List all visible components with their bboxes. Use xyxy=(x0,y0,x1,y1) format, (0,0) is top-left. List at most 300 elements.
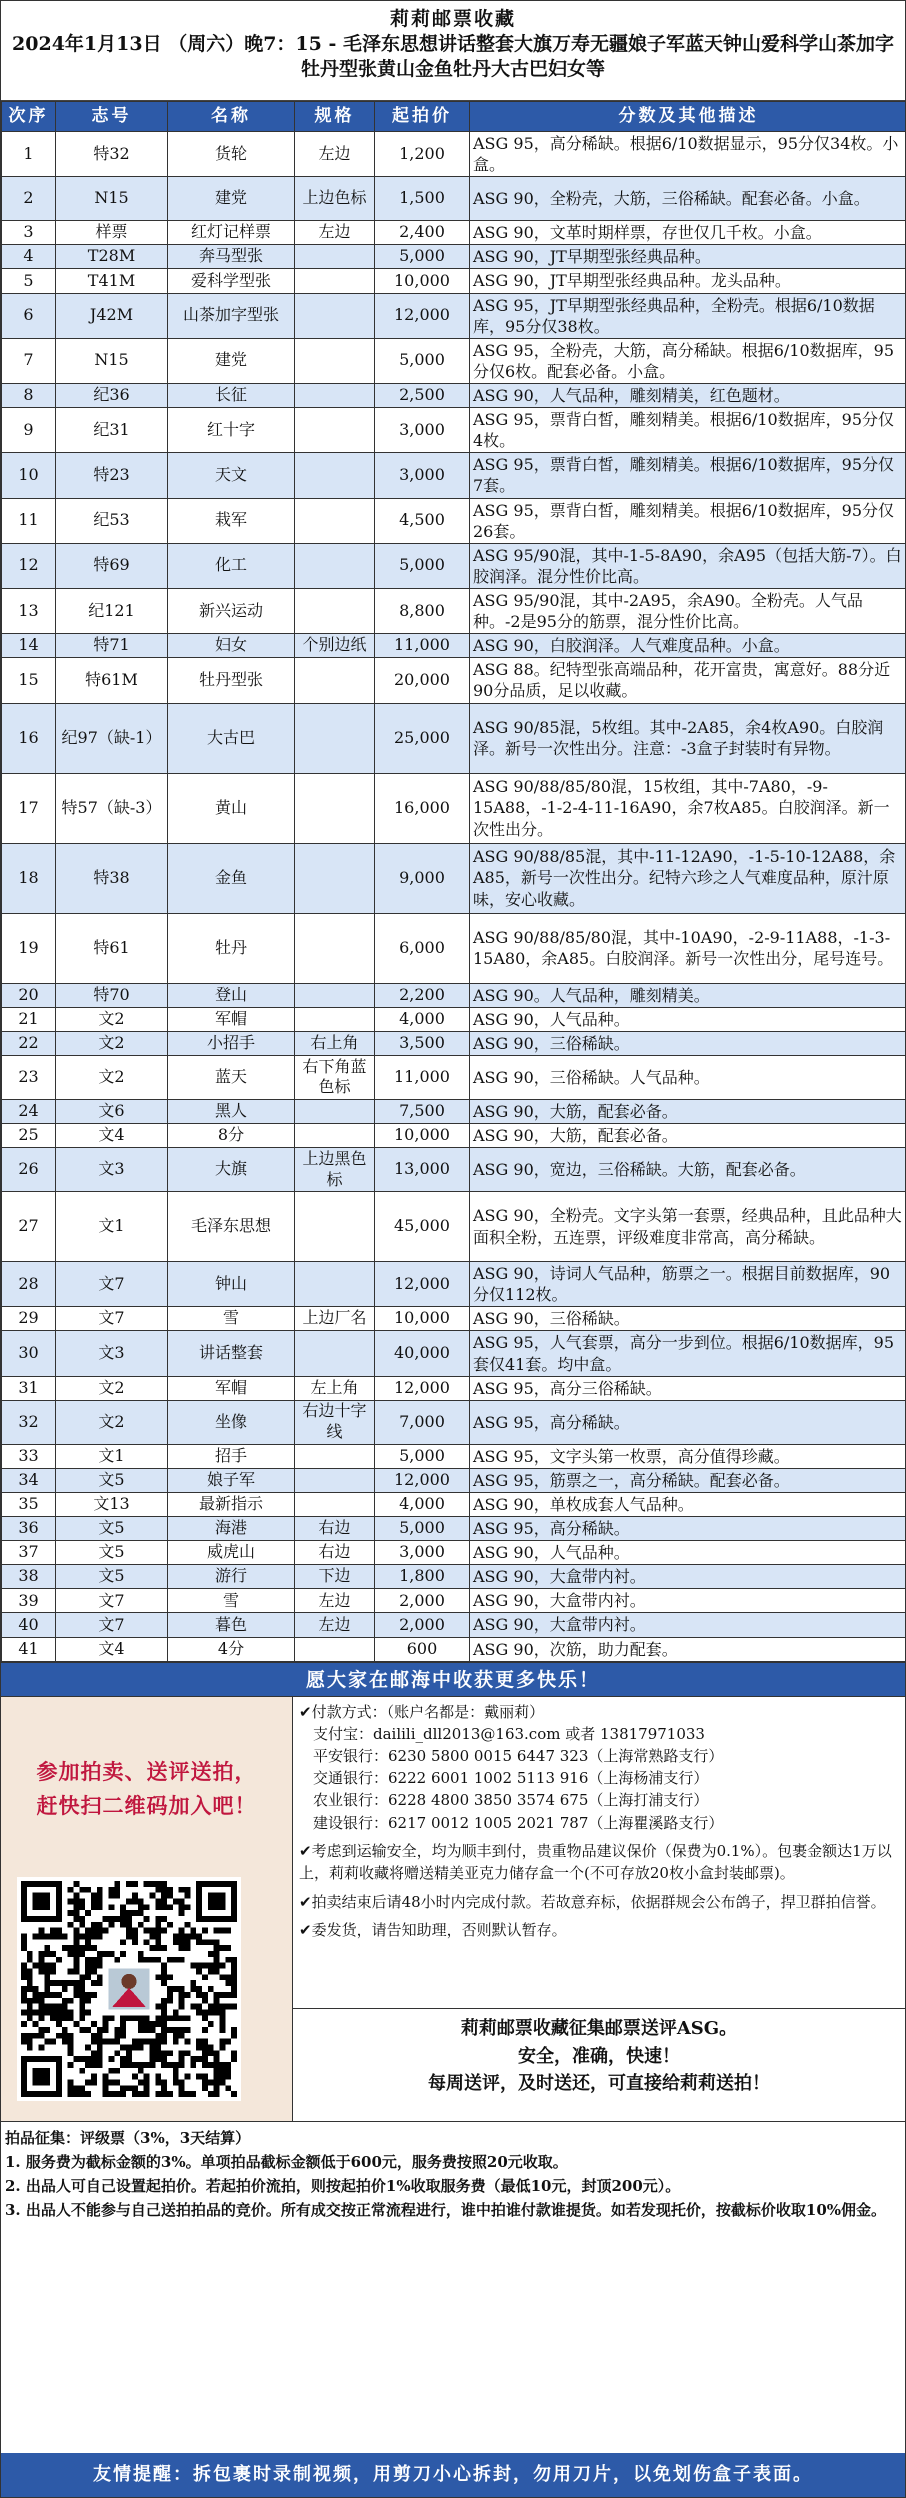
row-price: 11,000 xyxy=(375,1055,470,1099)
row-price: 40,000 xyxy=(375,1331,470,1376)
row-code: 文5 xyxy=(56,1517,168,1541)
row-no: 26 xyxy=(2,1148,56,1192)
table-row xyxy=(2,177,906,221)
row-spec: 右下角蓝色标 xyxy=(295,1055,375,1099)
row-no: 16 xyxy=(2,703,56,773)
row-spec xyxy=(295,383,375,407)
row-no: 29 xyxy=(2,1307,56,1331)
tagline-line: 安全，准确，快速！ xyxy=(518,2045,680,2067)
poster-header xyxy=(1,1,905,101)
table-row xyxy=(2,132,906,177)
row-desc: ASG 95，高分稀缺。根据6/10数据显示，95分仅34枚。小盒。 xyxy=(470,132,906,177)
row-no: 3 xyxy=(2,221,56,245)
row-spec xyxy=(295,1123,375,1147)
row-desc: ASG 95，筋票之一，高分稀缺。配套必备。 xyxy=(470,1468,906,1492)
row-desc: ASG 95，高分三俗稀缺。 xyxy=(470,1376,906,1400)
row-price: 1,800 xyxy=(375,1565,470,1589)
row-desc: ASG 95，票背白皙，雕刻精美。根据6/10数据库，95分仅4枚。 xyxy=(470,408,906,453)
row-code: 特71 xyxy=(56,634,168,658)
row-price: 10,000 xyxy=(375,1307,470,1331)
row-spec: 左上角 xyxy=(295,1376,375,1400)
info-section xyxy=(1,1696,905,2121)
row-no: 25 xyxy=(2,1123,56,1147)
row-no: 41 xyxy=(2,1637,56,1661)
table-row xyxy=(2,1517,906,1541)
table-row xyxy=(2,1637,906,1661)
row-price: 1,200 xyxy=(375,132,470,177)
qr-code-image[interactable] xyxy=(17,1877,241,2101)
row-code: 特70 xyxy=(56,983,168,1007)
consignment-rules xyxy=(1,2121,905,2286)
row-name: 讲话整套 xyxy=(168,1331,295,1376)
row-price: 2,000 xyxy=(375,1589,470,1613)
table-row xyxy=(2,1613,906,1637)
row-desc: ASG 90/88/85/80混，15枚组，其中-7A80，-9-15A88，-1-2-4-11-16A90，余7枚A85。白胶润泽。新一次性出分。 xyxy=(470,773,906,843)
table-row xyxy=(2,1589,906,1613)
row-code: 文5 xyxy=(56,1541,168,1565)
row-spec xyxy=(295,658,375,703)
row-name: 8分 xyxy=(168,1123,295,1147)
col-header-no: 次序 xyxy=(2,102,56,132)
table-row xyxy=(2,498,906,543)
row-price: 5,000 xyxy=(375,1444,470,1468)
row-spec xyxy=(295,913,375,983)
promo-line: 参加拍卖、送评送拍， xyxy=(36,1758,257,1784)
row-desc: ASG 90，JT早期型张经典品种。龙头品种。 xyxy=(470,269,906,293)
row-code: 特61 xyxy=(56,913,168,983)
table-row xyxy=(2,383,906,407)
row-price: 5,000 xyxy=(375,1517,470,1541)
row-spec: 左边 xyxy=(295,1613,375,1637)
row-code: 文1 xyxy=(56,1192,168,1262)
row-name: 雪 xyxy=(168,1589,295,1613)
row-name: 红十字 xyxy=(168,408,295,453)
row-price: 5,000 xyxy=(375,245,470,269)
row-no: 20 xyxy=(2,983,56,1007)
row-desc: ASG 90/88/85/80混，其中-10A90，-2-9-11A88，-1-3-15A80，余A85。白胶润泽。新号一次性出分，尾号连号。 xyxy=(470,913,906,983)
row-price: 11,000 xyxy=(375,634,470,658)
row-name: 黄山 xyxy=(168,773,295,843)
table-row xyxy=(2,913,906,983)
row-code: 文2 xyxy=(56,1400,168,1444)
table-row xyxy=(2,1099,906,1123)
row-code: 文13 xyxy=(56,1492,168,1516)
rules-title: 拍品征集：评级票（3%，3天结算） xyxy=(5,2128,251,2147)
row-name: 天文 xyxy=(168,453,295,498)
row-no: 2 xyxy=(2,177,56,221)
row-spec xyxy=(295,1444,375,1468)
table-header-row xyxy=(2,102,906,132)
row-price: 12,000 xyxy=(375,1376,470,1400)
row-spec xyxy=(295,1331,375,1376)
row-price: 3,000 xyxy=(375,453,470,498)
page-title: 莉莉邮票收藏 xyxy=(389,8,516,30)
row-price: 5,000 xyxy=(375,543,470,588)
row-price: 10,000 xyxy=(375,269,470,293)
row-name: 红灯记样票 xyxy=(168,221,295,245)
row-desc: ASG 90，诗词人气品种，筋票之一。根据目前数据库，90分仅112枚。 xyxy=(470,1262,906,1307)
col-header-price: 起拍价 xyxy=(375,102,470,132)
row-desc: ASG 90，大筋，配套必备。 xyxy=(470,1123,906,1147)
row-spec xyxy=(295,498,375,543)
row-price: 20,000 xyxy=(375,658,470,703)
row-name: 建党 xyxy=(168,338,295,383)
row-no: 8 xyxy=(2,383,56,407)
row-code: T41M xyxy=(56,269,168,293)
row-name: 4分 xyxy=(168,1637,295,1661)
row-code: 文3 xyxy=(56,1331,168,1376)
row-name: 化工 xyxy=(168,543,295,588)
table-row xyxy=(2,543,906,588)
row-price: 600 xyxy=(375,1637,470,1661)
row-no: 11 xyxy=(2,498,56,543)
rule-item: 2. 出品人可自己设置起拍价。若起拍价流拍，则按起拍价1%收取服务费（最低10元，封顶200元）。 xyxy=(5,2176,681,2195)
row-name: 小招手 xyxy=(168,1031,295,1055)
table-row xyxy=(2,1148,906,1192)
row-no: 5 xyxy=(2,269,56,293)
row-name: 山茶加字型张 xyxy=(168,293,295,338)
row-code: 文3 xyxy=(56,1148,168,1192)
row-price: 45,000 xyxy=(375,1192,470,1262)
row-price: 16,000 xyxy=(375,773,470,843)
row-spec xyxy=(295,773,375,843)
bank-account: 农业银行：6228 4800 3850 3574 675（上海打浦支行） xyxy=(313,1791,709,1810)
promo-line: 赶快扫二维码加入吧！ xyxy=(36,1793,257,1819)
row-name: 暮色 xyxy=(168,1613,295,1637)
tagline-line: 每周送评，及时送还，可直接给莉莉送拍！ xyxy=(428,2073,770,2095)
row-desc: ASG 88。纪特型张高端品种，花开富贵，寓意好。88分近90分品质，足以收藏。 xyxy=(470,658,906,703)
row-price: 10,000 xyxy=(375,1123,470,1147)
row-spec: 上边厂名 xyxy=(295,1307,375,1331)
row-spec xyxy=(295,1192,375,1262)
row-code: N15 xyxy=(56,338,168,383)
table-row xyxy=(2,1007,906,1031)
table-row xyxy=(2,588,906,633)
row-code: 文5 xyxy=(56,1565,168,1589)
row-no: 17 xyxy=(2,773,56,843)
row-name: 钟山 xyxy=(168,1262,295,1307)
row-name: 栽军 xyxy=(168,498,295,543)
row-no: 21 xyxy=(2,1007,56,1031)
row-desc: ASG 95/90混，其中-1-5-8A90，余A95（包括大筋-7）。白胶润泽。混分性价比高。 xyxy=(470,543,906,588)
row-no: 15 xyxy=(2,658,56,703)
row-spec xyxy=(295,1492,375,1516)
row-name: 最新指示 xyxy=(168,1492,295,1516)
payment-info xyxy=(293,1697,905,2009)
row-desc: ASG 90，宽边，三俗稀缺。大筋，配套必备。 xyxy=(470,1148,906,1192)
row-desc: ASG 90，文革时期样票，存世仅几千枚。小盒。 xyxy=(470,221,906,245)
table-row xyxy=(2,293,906,338)
row-code: 文2 xyxy=(56,1376,168,1400)
row-spec xyxy=(295,1007,375,1031)
row-desc: ASG 95，人气套票，高分一步到位。根据6/10数据库，95套仅41套。均中盒。 xyxy=(470,1331,906,1376)
table-row xyxy=(2,1541,906,1565)
row-name: 奔马型张 xyxy=(168,245,295,269)
table-row xyxy=(2,1055,906,1099)
row-code: 纪97（缺-1） xyxy=(56,703,168,773)
table-row xyxy=(2,1262,906,1307)
row-code: 文4 xyxy=(56,1123,168,1147)
row-no: 40 xyxy=(2,1613,56,1637)
row-desc: ASG 90，大筋，配套必备。 xyxy=(470,1099,906,1123)
row-no: 7 xyxy=(2,338,56,383)
row-price: 2,000 xyxy=(375,1613,470,1637)
row-name: 建党 xyxy=(168,177,295,221)
row-no: 9 xyxy=(2,408,56,453)
delivery-note: ✔委发货，请告知助理，否则默认暂存。 xyxy=(299,1921,567,1940)
row-spec: 左边 xyxy=(295,221,375,245)
tagline-line: 莉莉邮票收藏征集邮票送评ASG。 xyxy=(460,2017,738,2039)
row-spec xyxy=(295,1262,375,1307)
bank-account: 平安银行：6230 5800 0015 6447 323（上海常熟路支行） xyxy=(313,1747,724,1766)
table-row xyxy=(2,703,906,773)
row-price: 12,000 xyxy=(375,293,470,338)
row-desc: ASG 95，JT早期型张经典品种，全粉壳。根据6/10数据库，95分仅38枚。 xyxy=(470,293,906,338)
row-desc: ASG 90，次筋，助力配套。 xyxy=(470,1637,906,1661)
row-no: 12 xyxy=(2,543,56,588)
row-name: 金鱼 xyxy=(168,843,295,913)
table-row xyxy=(2,1376,906,1400)
row-desc: ASG 90，人气品种，雕刻精美，红色题材。 xyxy=(470,383,906,407)
row-code: 特61M xyxy=(56,658,168,703)
rule-item: 1. 服务费为截标金额的3%。单项拍品截标金额低于600元，服务费按照20元收取。 xyxy=(5,2152,568,2171)
row-price: 4,000 xyxy=(375,1492,470,1516)
payment-deadline-note: ✔拍卖结束后请48小时内完成付款。若故意弃标，依据群规会公布鸽子，捍卫群拍信誉。 xyxy=(299,1892,886,1911)
row-name: 蓝天 xyxy=(168,1055,295,1099)
row-desc: ASG 90。人气品种，雕刻精美。 xyxy=(470,983,906,1007)
row-desc: ASG 90，白胶润泽。人气难度品种。小盒。 xyxy=(470,634,906,658)
table-row xyxy=(2,1492,906,1516)
promo-text xyxy=(1,1697,292,1824)
row-no: 36 xyxy=(2,1517,56,1541)
table-row xyxy=(2,453,906,498)
row-name: 黑人 xyxy=(168,1099,295,1123)
row-code: 特23 xyxy=(56,453,168,498)
row-spec xyxy=(295,408,375,453)
row-desc: ASG 90，全粉壳。文字头第一套票，经典品种，且此品种大面积全粉，五连票，评级难度非常高，高分稀缺。 xyxy=(470,1192,906,1262)
table-row xyxy=(2,408,906,453)
row-no: 4 xyxy=(2,245,56,269)
row-desc: ASG 90，三俗稀缺。 xyxy=(470,1307,906,1331)
col-header-spec: 规格 xyxy=(295,102,375,132)
row-desc: ASG 90/88/85混，其中-11-12A90，-1-5-10-12A88，余A85，新号一次性出分。纪特六珍之人气难度品种，原汁原味，安心收藏。 xyxy=(470,843,906,913)
shipping-note: ✔考虑到运输安全，均为顺丰到付，贵重物品建议保价（保费为0.1%）。包裹金额达1万以上，莉莉收藏将赠送精美亚克力储存盒一个(不可存放20枚小盒封装邮票)。 xyxy=(299,1841,892,1883)
row-price: 12,000 xyxy=(375,1262,470,1307)
row-no: 38 xyxy=(2,1565,56,1589)
row-price: 1,500 xyxy=(375,177,470,221)
footer-reminder: 友情提醒：拆包裹时录制视频，用剪刀小心拆封，勿用刀片，以免划伤盒子表面。 xyxy=(1,2453,905,2497)
row-name: 大古巴 xyxy=(168,703,295,773)
row-no: 30 xyxy=(2,1331,56,1376)
row-price: 2,400 xyxy=(375,221,470,245)
row-no: 6 xyxy=(2,293,56,338)
row-code: 文2 xyxy=(56,1055,168,1099)
row-name: 登山 xyxy=(168,983,295,1007)
page-subtitle: 2024年1月13日 （周六）晚7：15 - 毛泽东思想讲话整套大旗万寿无疆娘子军蓝天钟山爱科学山茶加字牡丹型张黄山金鱼牡丹大古巴妇女等 xyxy=(12,32,894,81)
row-name: 雪 xyxy=(168,1307,295,1331)
row-desc: ASG 90，大盒带内衬。 xyxy=(470,1613,906,1637)
payment-panel xyxy=(293,1697,905,2121)
table-row xyxy=(2,1400,906,1444)
row-code: 特57（缺-3） xyxy=(56,773,168,843)
alipay-account: 支付宝：dailili_dll2013@163.com 或者 13817971033 xyxy=(313,1724,705,1743)
row-spec xyxy=(295,588,375,633)
row-no: 24 xyxy=(2,1099,56,1123)
row-name: 货轮 xyxy=(168,132,295,177)
row-code: 文7 xyxy=(56,1307,168,1331)
row-desc: ASG 90，人气品种。 xyxy=(470,1541,906,1565)
row-price: 2,500 xyxy=(375,383,470,407)
row-no: 37 xyxy=(2,1541,56,1565)
row-spec: 个别边纸 xyxy=(295,634,375,658)
row-code: 文2 xyxy=(56,1031,168,1055)
row-spec: 右边 xyxy=(295,1517,375,1541)
congrats-banner: 愿大家在邮海中收获更多快乐！ xyxy=(1,1662,905,1696)
row-code: J42M xyxy=(56,293,168,338)
row-code: 文7 xyxy=(56,1613,168,1637)
row-price: 3,000 xyxy=(375,408,470,453)
row-code: 特69 xyxy=(56,543,168,588)
row-name: 妇女 xyxy=(168,634,295,658)
row-spec xyxy=(295,245,375,269)
row-spec: 左边 xyxy=(295,132,375,177)
row-price: 3,500 xyxy=(375,1031,470,1055)
row-spec xyxy=(295,293,375,338)
row-price: 5,000 xyxy=(375,338,470,383)
row-code: 纪53 xyxy=(56,498,168,543)
row-no: 22 xyxy=(2,1031,56,1055)
lot-table xyxy=(1,101,906,1662)
row-price: 2,200 xyxy=(375,983,470,1007)
row-code: 纪36 xyxy=(56,383,168,407)
table-row xyxy=(2,1444,906,1468)
row-code: 纪121 xyxy=(56,588,168,633)
col-header-name: 名称 xyxy=(168,102,295,132)
promo-panel xyxy=(1,1697,293,2121)
row-price: 7,000 xyxy=(375,1400,470,1444)
row-name: 招手 xyxy=(168,1444,295,1468)
row-price: 3,000 xyxy=(375,1541,470,1565)
row-code: 文1 xyxy=(56,1444,168,1468)
row-desc: ASG 95，高分稀缺。 xyxy=(470,1517,906,1541)
row-spec xyxy=(295,703,375,773)
row-code: 文7 xyxy=(56,1589,168,1613)
col-header-code: 志号 xyxy=(56,102,168,132)
row-no: 33 xyxy=(2,1444,56,1468)
row-name: 大旗 xyxy=(168,1148,295,1192)
row-no: 28 xyxy=(2,1262,56,1307)
row-desc: ASG 90，JT早期型张经典品种。 xyxy=(470,245,906,269)
row-spec: 下边 xyxy=(295,1565,375,1589)
table-row xyxy=(2,634,906,658)
row-desc: ASG 90，单枚成套人气品种。 xyxy=(470,1492,906,1516)
table-row xyxy=(2,773,906,843)
table-row xyxy=(2,338,906,383)
row-desc: ASG 95，高分稀缺。 xyxy=(470,1400,906,1444)
row-name: 游行 xyxy=(168,1565,295,1589)
row-spec xyxy=(295,1099,375,1123)
row-desc: ASG 90，大盒带内衬。 xyxy=(470,1589,906,1613)
row-code: N15 xyxy=(56,177,168,221)
row-desc: ASG 95，全粉壳，大筋，高分稀缺。根据6/10数据库，95分仅6枚。配套必备。小盒。 xyxy=(470,338,906,383)
row-no: 13 xyxy=(2,588,56,633)
row-no: 14 xyxy=(2,634,56,658)
row-no: 23 xyxy=(2,1055,56,1099)
row-name: 爱科学型张 xyxy=(168,269,295,293)
row-spec xyxy=(295,843,375,913)
table-row xyxy=(2,1123,906,1147)
row-no: 1 xyxy=(2,132,56,177)
row-desc: ASG 90，三俗稀缺。人气品种。 xyxy=(470,1055,906,1099)
row-desc: ASG 95，票背白皙，雕刻精美。根据6/10数据库，95分仅26套。 xyxy=(470,498,906,543)
row-no: 18 xyxy=(2,843,56,913)
row-no: 19 xyxy=(2,913,56,983)
table-row xyxy=(2,983,906,1007)
row-code: 文4 xyxy=(56,1637,168,1661)
row-price: 12,000 xyxy=(375,1468,470,1492)
row-code: 纪31 xyxy=(56,408,168,453)
row-code: 特38 xyxy=(56,843,168,913)
row-name: 牡丹 xyxy=(168,913,295,983)
table-row xyxy=(2,843,906,913)
row-name: 新兴运动 xyxy=(168,588,295,633)
row-name: 娘子军 xyxy=(168,1468,295,1492)
table-row xyxy=(2,269,906,293)
row-no: 31 xyxy=(2,1376,56,1400)
table-row xyxy=(2,1468,906,1492)
row-name: 长征 xyxy=(168,383,295,407)
row-spec xyxy=(295,269,375,293)
row-code: 文7 xyxy=(56,1262,168,1307)
row-name: 毛泽东思想 xyxy=(168,1192,295,1262)
row-spec xyxy=(295,983,375,1007)
row-no: 32 xyxy=(2,1400,56,1444)
row-desc: ASG 90，全粉壳，大筋，三俗稀缺。配套必备。小盒。 xyxy=(470,177,906,221)
table-row xyxy=(2,1031,906,1055)
row-price: 9,000 xyxy=(375,843,470,913)
row-code: 特32 xyxy=(56,132,168,177)
row-no: 10 xyxy=(2,453,56,498)
row-spec xyxy=(295,1637,375,1661)
row-code: 文2 xyxy=(56,1007,168,1031)
row-spec: 上边黑色标 xyxy=(295,1148,375,1192)
row-code: 文6 xyxy=(56,1099,168,1123)
row-name: 军帽 xyxy=(168,1007,295,1031)
row-name: 军帽 xyxy=(168,1376,295,1400)
row-spec xyxy=(295,338,375,383)
row-no: 39 xyxy=(2,1589,56,1613)
row-name: 威虎山 xyxy=(168,1541,295,1565)
row-spec xyxy=(295,453,375,498)
row-price: 8,800 xyxy=(375,588,470,633)
row-desc: ASG 90，大盒带内衬。 xyxy=(470,1565,906,1589)
row-no: 35 xyxy=(2,1492,56,1516)
table-row xyxy=(2,658,906,703)
col-header-desc: 分数及其他描述 xyxy=(470,102,906,132)
row-desc: ASG 95，票背白皙，雕刻精美。根据6/10数据库，95分仅7套。 xyxy=(470,453,906,498)
row-no: 34 xyxy=(2,1468,56,1492)
row-price: 6,000 xyxy=(375,913,470,983)
row-price: 25,000 xyxy=(375,703,470,773)
row-name: 海港 xyxy=(168,1517,295,1541)
row-spec: 右上角 xyxy=(295,1031,375,1055)
appraisal-tagline xyxy=(293,2009,905,2121)
table-row xyxy=(2,1565,906,1589)
row-spec: 左边 xyxy=(295,1589,375,1613)
row-code: T28M xyxy=(56,245,168,269)
table-row xyxy=(2,1331,906,1376)
row-code: 样票 xyxy=(56,221,168,245)
